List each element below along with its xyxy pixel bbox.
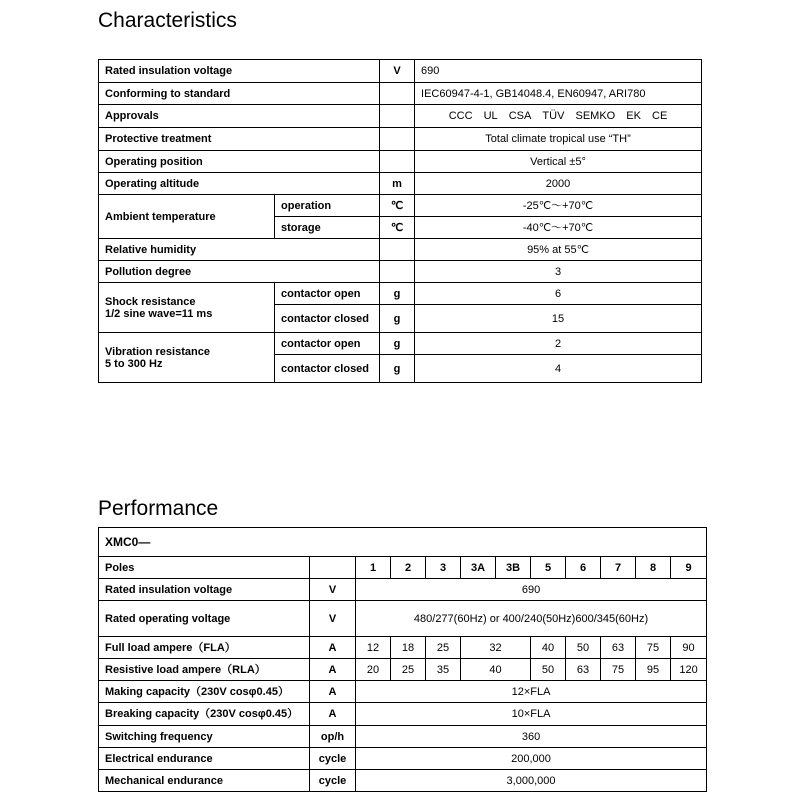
sub-label: contactor closed	[275, 305, 380, 333]
unit-cell: g	[380, 283, 415, 305]
unit-cell: ℃	[380, 195, 415, 217]
table-row	[99, 659, 707, 681]
sub-label: storage	[275, 217, 380, 239]
table-row	[99, 283, 702, 305]
unit-cell	[380, 105, 415, 128]
value-cell: 2	[415, 333, 702, 355]
unit-cell: m	[380, 173, 415, 195]
value-cell: 2000	[415, 173, 702, 195]
table-row	[99, 261, 702, 283]
fla-cell: 75	[636, 637, 671, 659]
fla-cell: 40	[531, 637, 566, 659]
table-row	[99, 703, 707, 726]
row-label: Making capacity（230V cosφ0.45）	[99, 681, 310, 703]
unit-cell: ℃	[380, 217, 415, 239]
table-row	[99, 601, 707, 637]
pole-cell: 9	[671, 557, 707, 579]
vibration-label-line1: Vibration resistance	[105, 345, 210, 358]
unit-cell: V	[310, 601, 356, 637]
table-row	[99, 770, 707, 792]
unit-cell: op/h	[310, 726, 356, 748]
table-row	[99, 748, 707, 770]
value-cell: 690	[356, 579, 707, 601]
characteristics-heading: Characteristics	[98, 9, 237, 32]
row-label: Conforming to standard	[99, 83, 380, 105]
unit-cell	[380, 261, 415, 283]
vibration-label-line2: 5 to 300 Hz	[105, 357, 163, 370]
shock-label-line2: 1/2 sine wave=11 ms	[105, 307, 213, 320]
unit-cell	[380, 83, 415, 105]
row-label: Ambient temperature	[99, 195, 275, 239]
table-row	[99, 333, 702, 355]
shock-label-line1: Shock resistance	[105, 295, 196, 308]
value-cell: 15	[415, 305, 702, 333]
table-row	[99, 239, 702, 261]
table-row	[99, 83, 702, 105]
row-label: Approvals	[99, 105, 380, 128]
pole-cell: 6	[566, 557, 601, 579]
sub-label: contactor closed	[275, 355, 380, 383]
table-row	[99, 726, 707, 748]
rla-cell: 35	[426, 659, 461, 681]
value-cell: 690	[415, 60, 702, 83]
performance-table	[98, 527, 707, 792]
unit-cell	[310, 557, 356, 579]
value-cell: Vertical ±5°	[415, 151, 702, 173]
row-label: Poles	[99, 557, 310, 579]
pole-cell: 2	[391, 557, 426, 579]
value-cell: 360	[356, 726, 707, 748]
table-row	[99, 105, 702, 128]
pole-cell: 1	[356, 557, 391, 579]
value-cell: 4	[415, 355, 702, 383]
unit-cell: A	[310, 703, 356, 726]
approvals-list	[415, 105, 702, 128]
value-cell: 6	[415, 283, 702, 305]
table-row	[99, 557, 707, 579]
rla-cell: 63	[566, 659, 601, 681]
fla-cell: 50	[566, 637, 601, 659]
table-row	[99, 681, 707, 703]
row-label: Protective treatment	[99, 128, 380, 151]
value-cell: 200,000	[356, 748, 707, 770]
row-label: Pollution degree	[99, 261, 380, 283]
row-label: Rated insulation voltage	[99, 579, 310, 601]
value-cell: 3,000,000	[356, 770, 707, 792]
approval-mark: SEMKO	[575, 110, 616, 122]
row-label: Rated insulation voltage	[99, 60, 380, 83]
pole-cell: 5	[531, 557, 566, 579]
unit-cell: V	[380, 60, 415, 83]
row-label: Resistive load ampere（RLA）	[99, 659, 310, 681]
row-label	[99, 283, 275, 333]
series-title: XMC0—	[99, 528, 707, 557]
table-row	[99, 173, 702, 195]
row-label	[99, 333, 275, 383]
unit-cell	[380, 239, 415, 261]
approval-mark: CCC	[448, 110, 473, 122]
row-label: Electrical endurance	[99, 748, 310, 770]
unit-cell: A	[310, 681, 356, 703]
value-cell: 12×FLA	[356, 681, 707, 703]
value-cell: -25℃～+70℃	[415, 195, 702, 217]
value-cell: 3	[415, 261, 702, 283]
value-cell: 10×FLA	[356, 703, 707, 726]
pole-cell: 3A	[461, 557, 496, 579]
unit-cell	[380, 151, 415, 173]
table-row	[99, 637, 707, 659]
value-cell: 95% at 55℃	[415, 239, 702, 261]
table-row	[99, 151, 702, 173]
unit-cell: g	[380, 333, 415, 355]
rla-cell: 95	[636, 659, 671, 681]
rla-cell: 20	[356, 659, 391, 681]
fla-cell: 18	[391, 637, 426, 659]
rla-cell: 75	[601, 659, 636, 681]
row-label: Switching frequency	[99, 726, 310, 748]
characteristics-table	[98, 59, 702, 383]
pole-cell: 3B	[496, 557, 531, 579]
rla-cell: 50	[531, 659, 566, 681]
fla-cell: 25	[426, 637, 461, 659]
row-label: Operating position	[99, 151, 380, 173]
rla-cell: 40	[461, 659, 531, 681]
row-label: Breaking capacity（230V cosφ0.45）	[99, 703, 310, 726]
value-cell: Total climate tropical use “TH”	[415, 128, 702, 151]
approval-mark: UL	[483, 110, 498, 122]
approval-mark: EK	[626, 110, 641, 122]
fla-cell: 63	[601, 637, 636, 659]
sub-label: contactor open	[275, 283, 380, 305]
rla-cell: 120	[671, 659, 707, 681]
value-cell: 480/277(60Hz) or 400/240(50Hz)600/345(60Hz)	[356, 601, 707, 637]
row-label: Relative humidity	[99, 239, 380, 261]
unit-cell: cycle	[310, 748, 356, 770]
approval-mark: TÜV	[542, 110, 565, 122]
unit-cell: g	[380, 305, 415, 333]
table-row	[99, 579, 707, 601]
row-label: Mechanical endurance	[99, 770, 310, 792]
fla-cell: 90	[671, 637, 707, 659]
unit-cell: V	[310, 579, 356, 601]
table-row	[99, 528, 707, 557]
fla-cell: 32	[461, 637, 531, 659]
table-row	[99, 195, 702, 217]
approval-mark: CE	[652, 110, 668, 122]
approval-mark: CSA	[508, 110, 532, 122]
unit-cell: cycle	[310, 770, 356, 792]
unit-cell	[380, 128, 415, 151]
value-cell: -40℃～+70℃	[415, 217, 702, 239]
performance-heading: Performance	[98, 497, 219, 520]
unit-cell: g	[380, 355, 415, 383]
rla-cell: 25	[391, 659, 426, 681]
unit-cell: A	[310, 637, 356, 659]
row-label: Full load ampere（FLA）	[99, 637, 310, 659]
sub-label: operation	[275, 195, 380, 217]
table-row	[99, 128, 702, 151]
value-cell: IEC60947-4-1, GB14048.4, EN60947, ARI780	[415, 83, 702, 105]
pole-cell: 7	[601, 557, 636, 579]
row-label: Rated operating voltage	[99, 601, 310, 637]
sub-label: contactor open	[275, 333, 380, 355]
row-label: Operating altitude	[99, 173, 380, 195]
fla-cell: 12	[356, 637, 391, 659]
table-row	[99, 60, 702, 83]
unit-cell: A	[310, 659, 356, 681]
pole-cell: 3	[426, 557, 461, 579]
pole-cell: 8	[636, 557, 671, 579]
